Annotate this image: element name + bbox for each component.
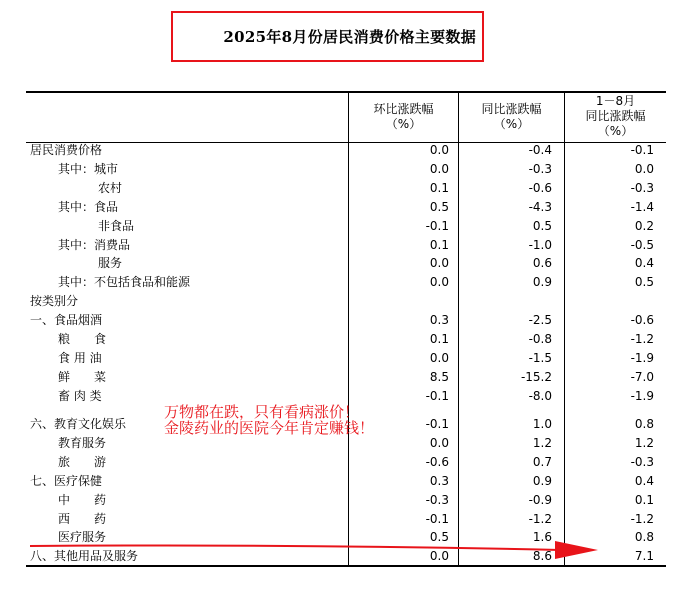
- arrowhead: [555, 541, 598, 559]
- row-label: 畜 肉 类: [58, 388, 102, 403]
- cell-yoy: 0.9: [532, 473, 552, 488]
- header-ytd-line2: 同比涨跌幅: [585, 109, 646, 123]
- row-label: 旅 游: [58, 454, 107, 469]
- cell-yoy: -0.9: [528, 492, 552, 507]
- cell-mom: 0.5: [429, 530, 449, 545]
- cell-mom: -0.1: [425, 218, 449, 233]
- cell-ytd: -0.1: [630, 143, 654, 157]
- row-label: 服务: [98, 256, 123, 271]
- cell-mom: 0.0: [429, 256, 449, 271]
- header-yoy-line1: 同比涨跌幅: [481, 102, 542, 116]
- cell-ytd: 0.2: [634, 218, 654, 233]
- cell-mom: -0.6: [425, 454, 449, 469]
- cell-ytd: 0.4: [634, 256, 654, 271]
- row-label: 医疗服务: [58, 530, 107, 545]
- cell-mom: 8.5: [429, 369, 449, 384]
- cell-ytd: 0.0: [634, 161, 654, 176]
- annotation-line-2: 金陵药业的医院今年肯定赚钱！: [164, 419, 375, 437]
- cell-mom: 0.0: [429, 275, 449, 290]
- cell-ytd: -1.9: [630, 350, 654, 365]
- cell-yoy: -0.4: [528, 143, 552, 157]
- cell-yoy: -15.2: [520, 369, 552, 384]
- cell-ytd: 0.1: [634, 492, 654, 507]
- cell-ytd: -7.0: [630, 369, 654, 384]
- arrow-shaft: [30, 546, 560, 551]
- row-label: 一、食品烟酒: [30, 313, 103, 328]
- annotation-line-1: 万物都在跌，只有看病涨价！: [164, 403, 360, 421]
- cell-yoy: -2.5: [528, 313, 552, 328]
- row-label: 八、其他用品及服务: [30, 549, 139, 564]
- row-label: 居民消费价格: [30, 143, 103, 157]
- cell-yoy: -1.0: [528, 237, 552, 252]
- cell-mom: 0.5: [429, 199, 449, 214]
- cell-ytd: 1.2: [634, 435, 654, 450]
- cell-ytd: 0.8: [634, 530, 654, 545]
- cell-yoy: 1.6: [532, 530, 552, 545]
- row-label: 中 药: [58, 492, 107, 507]
- cell-yoy: 0.6: [532, 256, 552, 271]
- row-label: 其中：不包括食品和能源: [58, 275, 191, 290]
- row-label: 西 药: [58, 511, 107, 526]
- cell-yoy: 1.0: [532, 417, 552, 431]
- cell-ytd: 7.1: [634, 549, 654, 564]
- cell-mom: 0.0: [429, 435, 449, 450]
- header-mom-line1: 环比涨跌幅: [373, 102, 434, 116]
- cell-yoy: 1.2: [532, 435, 552, 450]
- cell-yoy: -1.2: [528, 511, 552, 526]
- cell-yoy: 0.7: [532, 454, 552, 469]
- cell-ytd: -1.4: [630, 199, 654, 214]
- cell-mom: -0.1: [425, 511, 449, 526]
- cell-yoy: 0.9: [532, 275, 552, 290]
- cell-yoy: -4.3: [528, 199, 552, 214]
- header-mom-line2: （%）: [385, 117, 422, 131]
- cell-ytd: -1.2: [630, 332, 654, 346]
- page-title: 2025年8月份居民消费价格主要数据: [223, 28, 476, 46]
- cell-yoy: -0.8: [528, 332, 552, 346]
- cell-mom: 0.3: [429, 313, 449, 328]
- cell-yoy: -0.6: [528, 180, 552, 195]
- row-label: 农村: [98, 180, 123, 195]
- row-label: 教育服务: [58, 435, 107, 450]
- cell-ytd: 0.4: [634, 473, 654, 488]
- cell-ytd: 0.8: [634, 417, 654, 431]
- row-label: 七、医疗保健: [30, 473, 103, 488]
- cell-mom: -0.1: [425, 417, 449, 431]
- cell-mom: 0.1: [429, 332, 449, 346]
- cell-yoy: -0.3: [528, 161, 552, 176]
- cell-yoy: -8.0: [528, 388, 552, 403]
- header-ytd-line3: （%）: [597, 124, 634, 138]
- cell-ytd: -1.9: [630, 388, 654, 403]
- cell-ytd: 0.5: [634, 275, 654, 290]
- row-label: 其中：城市: [58, 161, 119, 176]
- row-label: 食 用 油: [58, 350, 102, 365]
- cell-yoy: 8.6: [532, 549, 552, 564]
- cell-yoy: -1.5: [528, 350, 552, 365]
- row-label: 其中：食品: [58, 199, 119, 214]
- cell-ytd: -0.3: [630, 454, 654, 469]
- cell-mom: 0.0: [429, 161, 449, 176]
- cell-mom: 0.1: [429, 237, 449, 252]
- cell-ytd: -0.6: [630, 313, 654, 328]
- cell-ytd: -1.2: [630, 511, 654, 526]
- row-label: 六、教育文化娱乐: [30, 417, 127, 431]
- row-label: 鲜 菜: [58, 369, 107, 384]
- row-label: 非食品: [98, 218, 135, 233]
- cell-yoy: 0.5: [532, 218, 552, 233]
- cell-mom: 0.3: [429, 473, 449, 488]
- header-yoy-line2: （%）: [493, 117, 530, 131]
- row-label: 按类别分: [30, 294, 79, 309]
- cell-mom: 0.1: [429, 180, 449, 195]
- cell-mom: 0.0: [429, 549, 449, 564]
- row-label: 粮 食: [58, 332, 107, 346]
- cell-mom: 0.0: [429, 350, 449, 365]
- cell-ytd: -0.3: [630, 180, 654, 195]
- cell-mom: 0.0: [429, 143, 449, 157]
- header-ytd-line1: 1－8月: [595, 94, 636, 108]
- cell-mom: -0.1: [425, 388, 449, 403]
- cell-ytd: -0.5: [630, 237, 654, 252]
- row-label: 其中：消费品: [58, 237, 131, 252]
- cell-mom: -0.3: [425, 492, 449, 507]
